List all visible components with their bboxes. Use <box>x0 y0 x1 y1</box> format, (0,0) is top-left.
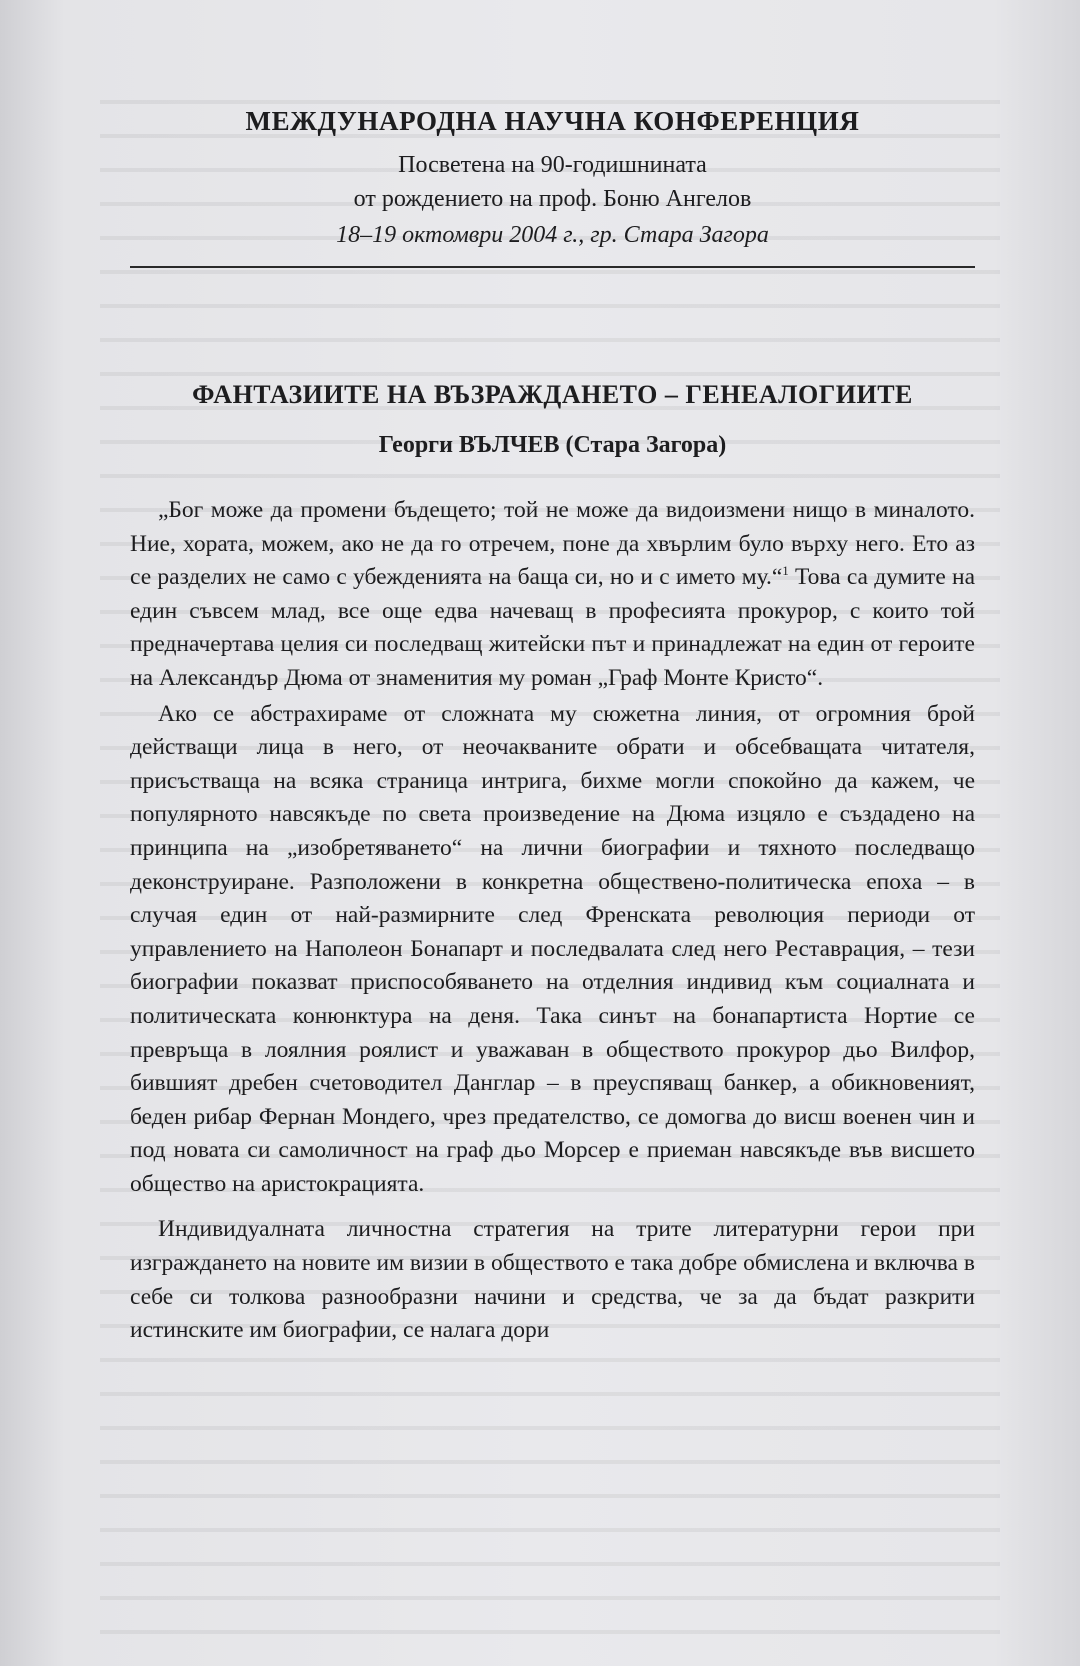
paragraph-1 <box>130 494 975 696</box>
paragraph-3: Индивидуалната личностна стратегия на трите литературни герои при изграждането на новите им визии в обществото е така добре обмислена и включва в себе си толкова разнообразни начини и средства, че за да бъдат разкрити истинските им биографии, се налага дори <box>130 1216 975 1344</box>
conference-title: МЕЖДУНАРОДНА НАУЧНА КОНФЕРЕНЦИЯ <box>245 106 860 136</box>
paragraph-2: Ако се абстрахираме от сложната му сюжетна линия, от огромния брой действащи лица в него, от неочакваните обрати и обсебващата читателя, присъстваща на всяка страница интрига, бихме могли спокойно да кажем, че популярното навсякъде по света произведение на Дюма изцяло е създадено на принципа на „изобретяването“ на лични биографии и тяхното последващо деконструиране. Разположени в конкретна обществено-политическа епоха – в случая един от най-размирните след Френската революция периоди от управлението на Наполеон Бонапарт и последвалата след него Реставрация, – тези биографии показват приспособяването на отделния индивид към социалната и политическата конюнктура на деня. Така синът на бонапартиста Нортие се превръща в лоялния роялист и уважаван в обществото прокурор дьо Вилфор, бившият дребен счетоводител Данглар – в преуспяващ банкер, а обикновеният, беден рибар Фернан Мондего, чрез предателство, се домогва до висш военен чин и под новата си самоличност на граф дьо Морсер е приеман навсякъде във висшето общество на аристокрацията. <box>130 700 975 1197</box>
conference-date-place: 18–19 октомври 2004 г., гр. Стара Загора <box>336 222 769 248</box>
article-author: Георги ВЪЛЧЕВ (Стара Загора) <box>378 432 727 458</box>
dedication-line-2: от рождението на проф. Боню Ангелов <box>353 186 752 212</box>
article-title: ФАНТАЗИИТЕ НА ВЪЗРАЖДАНЕТО – ГЕНЕАЛОГИИТЕ <box>192 380 913 409</box>
page-content <box>130 104 975 1348</box>
dedication-line-1: Посветена на 90-годишнината <box>398 152 707 178</box>
footnote-mark: 1 <box>782 563 789 579</box>
paragraph-1-quote: „Бог може да промени бъдещето; той не може да видоизмени нищо в миналото. Ние, хората, можем, ако не да го отречем, поне да хвърлим було върху него. Ето аз се разделих не само с убежденията на баща си, но и с името му.“ <box>130 497 975 591</box>
paragraph-1-continuation: Това са думите на един съвсем млад, все още едва начеващ в професията прокурор, с които той предначертава целия си последващ житейски път и принадлежат на един от героите на Александър Дюма от знаменития му роман „Граф Монте Кристо“. <box>130 564 975 691</box>
article-body <box>130 494 975 1348</box>
header-divider <box>130 266 975 268</box>
